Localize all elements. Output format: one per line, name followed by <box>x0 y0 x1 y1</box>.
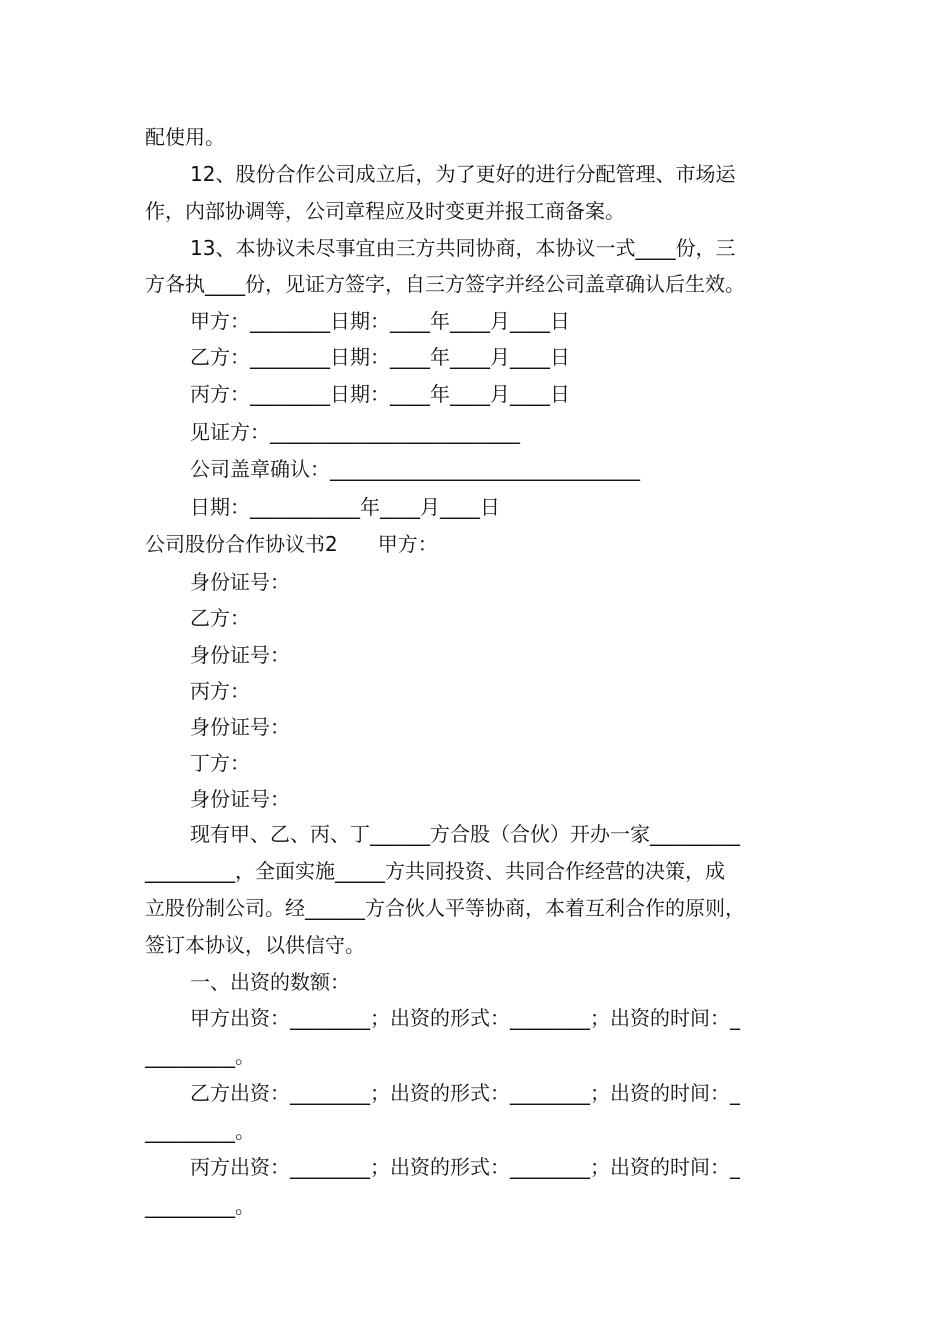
signature-line-party-a: 甲方：________日期：____年____月____日 <box>190 309 570 333</box>
text-line: 配使用。 <box>145 125 225 149</box>
text-line: 现有甲、乙、丙、丁______方合股（合伙）开办一家_________ <box>190 822 740 846</box>
text-line: 12、股份合作公司成立后，为了更好的进行分配管理、市场运 <box>190 162 736 186</box>
section-title: 公司股份合作协议书2 甲方： <box>145 532 438 556</box>
witness-line: 见证方：_________________________ <box>190 420 520 444</box>
text-line: 身份证号： <box>190 643 290 667</box>
text-line: 签订本协议，以供信守。 <box>145 933 365 957</box>
text-line: 身份证号： <box>190 570 290 594</box>
text-line: 13、本协议未尽事宜由三方共同协商，本协议一式____份，三 <box>190 236 736 260</box>
text-line: 方各执____份，见证方签字，自三方签字并经公司盖章确认后生效。 <box>145 272 745 296</box>
signature-line-party-c: 丙方：________日期：____年____月____日 <box>190 382 570 406</box>
company-seal-line: 公司盖章确认：_______________________________ <box>190 457 640 481</box>
text-line: _________。 <box>145 1119 255 1143</box>
section-heading: 一、出资的数额： <box>190 970 350 994</box>
contribution-line-party-b: 乙方出资：________；出资的形式：________；出资的时间：_ <box>190 1081 740 1105</box>
contribution-line-party-c: 丙方出资：________；出资的形式：________；出资的时间：_ <box>190 1155 740 1179</box>
text-line: 身份证号： <box>190 787 290 811</box>
text-line: _________。 <box>145 1044 255 1068</box>
text-line: _________，全面实施_____方共同投资、共同合作经营的决策，成 <box>145 859 725 883</box>
date-line: 日期：___________年____月____日 <box>190 495 500 519</box>
signature-line-party-b: 乙方：________日期：____年____月____日 <box>190 345 570 369</box>
text-line: 身份证号： <box>190 715 290 739</box>
text-line: 丙方： <box>190 679 250 703</box>
text-line: 乙方： <box>190 606 250 630</box>
contribution-line-party-a: 甲方出资：________；出资的形式：________；出资的时间：_ <box>190 1006 740 1030</box>
text-line: 丁方： <box>190 751 250 775</box>
text-line: _________。 <box>145 1194 255 1218</box>
text-line: 作，内部协调等，公司章程应及时变更并报工商备案。 <box>145 199 625 223</box>
text-line: 立股份制公司。经______方合伙人平等协商，本着互利合作的原则， <box>145 896 745 920</box>
